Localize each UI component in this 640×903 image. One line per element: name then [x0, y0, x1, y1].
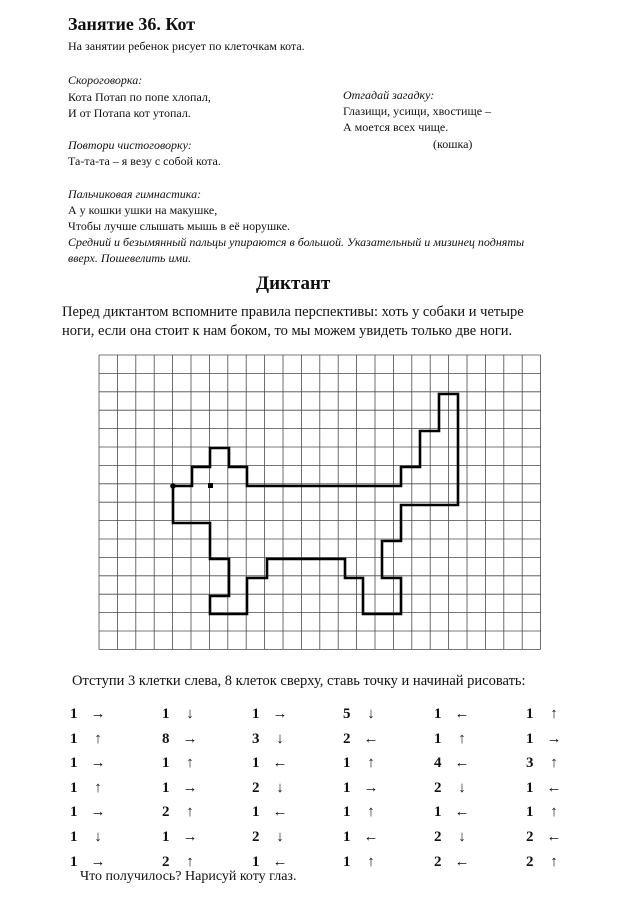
dictation-step	[434, 731, 472, 748]
dictation-step	[343, 854, 381, 871]
arrow-down-icon: ↓	[186, 706, 194, 722]
arrow-up-icon: ↑	[186, 755, 194, 772]
step-count: 2	[434, 779, 442, 796]
step-count: 2	[343, 730, 351, 747]
cat-eye-mark	[208, 483, 213, 488]
step-count: 3	[252, 730, 260, 747]
step-count: 1	[343, 853, 351, 870]
dictation-step	[343, 780, 381, 797]
dictation-step	[526, 804, 564, 821]
arrow-up-icon: ↑	[550, 755, 558, 772]
arrow-up-icon: ↑	[94, 730, 102, 747]
dictation-step	[434, 780, 472, 797]
arrow-left-icon: ←	[454, 853, 470, 870]
dictation-step	[162, 755, 200, 772]
arrow-up-icon: ↑	[367, 804, 375, 821]
arrow-down-icon: ↓	[458, 829, 466, 845]
arrow-down-icon: ↓	[276, 779, 284, 796]
step-count: 1	[252, 804, 260, 821]
dictation-step	[343, 829, 381, 846]
step-count: 2	[526, 853, 534, 870]
step-count: 4	[434, 755, 442, 772]
step-count: 1	[526, 706, 534, 722]
arrow-up-icon: ↑	[367, 755, 375, 772]
finger-game-line-1: А у кошки ушки на макушке,	[68, 203, 218, 217]
tongue-twister-line-2: И от Потапа кот утопал.	[68, 106, 191, 120]
dictation-step	[434, 706, 472, 723]
finger-game-instruction-1: Средний и безымянный пальцы упираются в большой. Указательный и мизинец подняты	[68, 235, 525, 249]
arrow-left-icon: ←	[454, 755, 470, 772]
arrow-left-icon: ←	[546, 779, 562, 796]
dictation-step	[252, 780, 290, 797]
arrow-left-icon: ←	[454, 804, 470, 821]
dictation-step	[70, 780, 108, 797]
pure-phrase-heading: Повтори чистоговорку:	[68, 138, 192, 152]
step-count: 1	[343, 829, 351, 845]
arrow-down-icon: ↓	[458, 779, 466, 796]
dictation-step	[343, 804, 381, 821]
dictation-step	[434, 854, 472, 871]
arrow-right-icon: →	[182, 779, 198, 796]
riddle-answer: (кошка)	[433, 137, 473, 151]
arrow-left-icon: ←	[454, 706, 470, 722]
dictation-step	[526, 731, 564, 748]
dictation-step	[526, 755, 564, 772]
dictation-step	[434, 804, 472, 821]
dictation-intro-2: ноги, если она стоит к нам боком, то мы можем увидеть только две ноги.	[62, 323, 513, 339]
arrow-up-icon: ↑	[367, 853, 375, 870]
dictation-step	[70, 731, 108, 748]
pure-phrase-line: Та-та-та – я везу с собой кота.	[68, 154, 221, 168]
arrow-up-icon: ↑	[458, 730, 466, 747]
dictation-step	[343, 755, 381, 772]
arrow-right-icon: →	[182, 829, 198, 845]
step-count: 1	[252, 853, 260, 870]
dictation-step	[252, 755, 290, 772]
dictation-step	[526, 854, 564, 871]
step-count: 2	[526, 829, 534, 845]
dictation-step	[252, 829, 290, 846]
step-count: 1	[70, 706, 78, 722]
dictation-step	[252, 804, 290, 821]
step-count: 1	[162, 706, 170, 722]
step-count: 1	[252, 755, 260, 772]
dictation-intro-1: Перед диктантом вспомните правила перспективы: хоть у собаки и четыре	[62, 304, 524, 320]
dictation-step	[70, 804, 108, 821]
arrow-up-icon: ↑	[550, 804, 558, 821]
step-count: 1	[526, 779, 534, 796]
step-count: 2	[162, 804, 170, 821]
dictation-step	[70, 755, 108, 772]
dictation-step	[162, 706, 200, 723]
arrow-right-icon: →	[90, 804, 106, 821]
arrow-up-icon: ↑	[186, 804, 194, 821]
dictation-step	[162, 731, 200, 748]
arrow-up-icon: ↑	[550, 706, 558, 722]
step-count: 1	[162, 755, 170, 772]
arrow-down-icon: ↓	[367, 706, 375, 722]
step-count: 1	[70, 730, 78, 747]
arrow-down-icon: ↓	[94, 829, 102, 845]
dictation-step	[162, 780, 200, 797]
arrow-down-icon: ↓	[276, 829, 284, 845]
step-count: 1	[70, 804, 78, 821]
step-count: 1	[70, 829, 78, 845]
dictation-step	[343, 731, 381, 748]
arrow-up-icon: ↑	[94, 779, 102, 796]
dictation-step	[70, 829, 108, 846]
dictation-step	[526, 829, 564, 846]
tongue-twister-line-1: Кота Потап по попе хлопал,	[68, 90, 211, 104]
step-count: 1	[526, 804, 534, 821]
grid-lines	[99, 355, 541, 649]
dictation-step	[434, 755, 472, 772]
step-count: 2	[252, 829, 260, 845]
finger-game-heading: Пальчиковая гимнастика:	[68, 187, 202, 201]
arrow-right-icon: →	[90, 755, 106, 772]
dictation-step	[343, 706, 381, 723]
arrow-right-icon: →	[90, 706, 106, 722]
step-count: 1	[70, 755, 78, 772]
riddle-line-1: Глазищи, усищи, хвостище –	[343, 104, 492, 118]
step-count: 1	[162, 779, 170, 796]
step-count: 3	[526, 755, 534, 772]
subtitle: На занятии ребенок рисует по клеточкам кота.	[68, 39, 305, 53]
step-count: 1	[252, 706, 260, 722]
dictation-heading: Диктант	[256, 273, 331, 294]
cat-outline	[173, 394, 458, 614]
page-title: Занятие 36. Кот	[68, 14, 196, 34]
step-count: 2	[434, 829, 442, 845]
step-count: 5	[343, 706, 351, 722]
arrow-right-icon: →	[272, 706, 288, 722]
step-count: 1	[526, 730, 534, 747]
finger-game-instruction-2: вверх. Пошевелить ими.	[68, 251, 192, 265]
dictation-step	[162, 804, 200, 821]
finger-game-line-2: Чтобы лучше слышать мышь в её норушке.	[68, 219, 291, 233]
step-count: 1	[343, 804, 351, 821]
start-point	[170, 483, 176, 489]
arrow-left-icon: ←	[272, 755, 288, 772]
riddle-heading: Отгадай загадку:	[343, 88, 435, 102]
step-count: 1	[434, 706, 442, 722]
step-count: 2	[434, 853, 442, 870]
arrow-left-icon: ←	[272, 804, 288, 821]
arrow-right-icon: →	[546, 730, 562, 747]
tongue-twister-heading: Скороговорка:	[68, 73, 143, 87]
step-count: 1	[434, 730, 442, 747]
arrow-left-icon: ←	[546, 829, 562, 845]
step-count: 8	[162, 730, 170, 747]
step-count: 1	[434, 804, 442, 821]
arrow-up-icon: ↑	[550, 853, 558, 870]
dictation-step	[526, 780, 564, 797]
arrow-right-icon: →	[90, 853, 106, 870]
arrow-up-icon: ↑	[186, 853, 194, 870]
arrow-left-icon: ←	[272, 853, 288, 870]
riddle-line-2: А моется всех чище.	[343, 120, 449, 134]
closing-text: Что получилось? Нарисуй коту глаз.	[80, 869, 297, 884]
step-count: 2	[162, 853, 170, 870]
step-count: 1	[162, 829, 170, 845]
arrow-right-icon: →	[363, 779, 379, 796]
arrow-right-icon: →	[182, 730, 198, 747]
arrow-down-icon: ↓	[276, 730, 284, 747]
step-count: 2	[252, 779, 260, 796]
dictation-step	[70, 706, 108, 723]
step-count: 1	[343, 779, 351, 796]
arrow-left-icon: ←	[363, 730, 379, 747]
dictation-step	[252, 706, 290, 723]
dictation-step	[526, 706, 564, 723]
step-count: 1	[70, 853, 78, 870]
dictation-step	[434, 829, 472, 846]
step-count: 1	[70, 779, 78, 796]
dictation-step	[162, 829, 200, 846]
step-count: 1	[343, 755, 351, 772]
arrow-left-icon: ←	[363, 829, 379, 845]
start-instruction: Отступи 3 клетки слева, 8 клеток сверху, ставь точку и начинай рисовать:	[72, 673, 526, 689]
dictation-step	[252, 731, 290, 748]
